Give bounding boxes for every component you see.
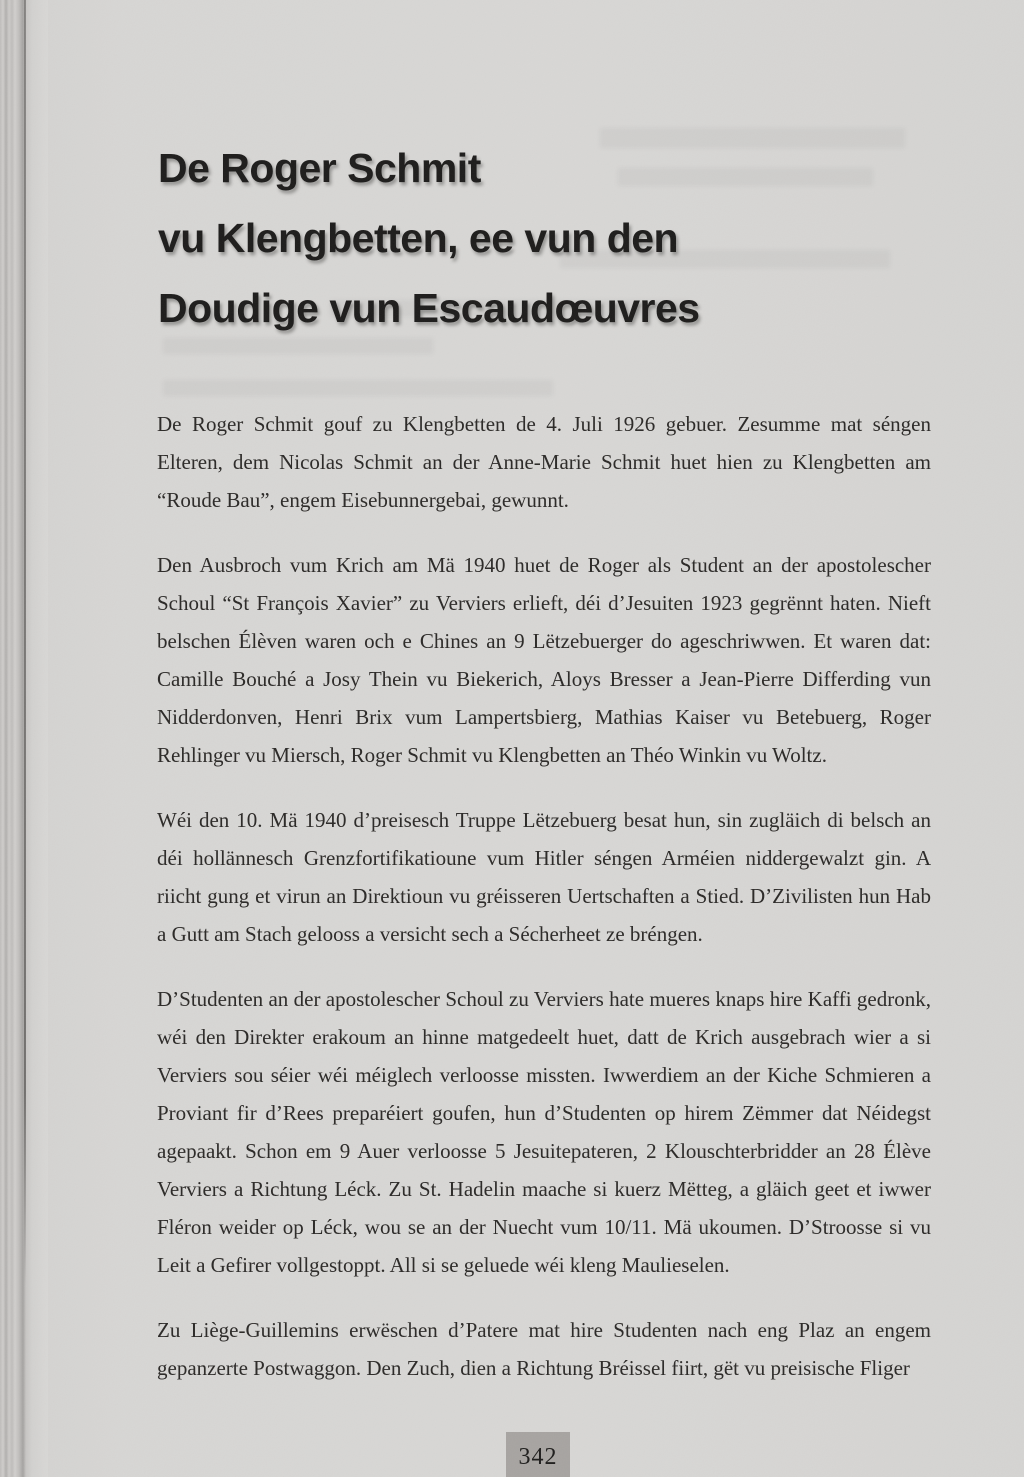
paragraph-1: De Roger Schmit gouf zu Klengbetten de 4. Juli 1926 gebuer. Zesumme mat séngen Elteren, dem Nicolas Schmit an der Anne-Marie Schmit huet hien zu Klengbetten am “Roude Bau”, engem Eisebunnergebai, gewunnt. — [157, 412, 931, 512]
body-text-block — [157, 405, 931, 1387]
paragraph-5: Zu Liège-Guillemins erwëschen d’Patere mat hire Studenten nach eng Plaz an engem gepanzerte Postwaggon. Den Zuch, dien a Richtung Bréissel fiirt, gët vu preisische Fliger — [157, 1318, 931, 1380]
page-showthrough — [163, 380, 553, 396]
paragraph-2: Den Ausbroch vum Krich am Mä 1940 huet de Roger als Student an der apostolescher Schoul “St François Xavier” zu Verviers erlieft, déi d’Jesuiten 1923 gegrënnt haten. Nieft belschen Élèven waren och e Chines an 9 Lëtzebuerger do ageschriwwen. Et waren dat: Camille Bouché a Josy Thein vu Biekerich, Aloys Bresser a Jean-Pierre Differding vun Nidderdonven, Henri Brix vum Lampertsbierg, Mathias Kaiser vu Betebuerg, Roger Rehlinger vu Miersch, Roger Schmit vu Klengbetten an Théo Winkin vu Woltz. — [157, 553, 931, 767]
binding-crease-line — [24, 0, 26, 1285]
page-number-box — [506, 1432, 570, 1477]
chapter-title — [158, 133, 700, 343]
chapter-title-line-1: De Roger Schmit — [158, 145, 481, 192]
chapter-title-line-3: Doudige vun Escaudœuvres — [158, 285, 700, 332]
chapter-title-line-2: vu Klengbetten, ee vun den — [158, 215, 679, 262]
paragraph-3: Wéi den 10. Mä 1940 d’preisesch Truppe Lëtzebuerg besat hun, sin zugläich di belsch an déi hollännesch Grenzfortifikatioune vum Hitler séngen Arméien niddergewalzt gin. A riicht gung et virun an Direktioun vu gréisseren Uertschaften a Stied. D’Zivilisten hun Hab a Gutt am Stach gelooss a versicht sech a Sécherheet ze bréngen. — [157, 808, 931, 946]
page-number: 342 — [518, 1444, 558, 1470]
paragraph-4: D’Studenten an der apostolescher Schoul zu Verviers hate mueres knaps hire Kaffi gedronk, wéi den Direkter erakoum an hinne matgedeelt huet, datt de Krich ausgebrach wier a si Verviers sou séier wéi méiglech verloosse missten. Iwwerdiem an der Kiche Schmieren a Proviant fir d’Rees preparéiert goufen, hun d’Studenten op hirem Zëmmer dat Néidegst agepaakt. Schon em 9 Auer verloosse 5 Jesuitepateren, 2 Klouschterbridder an 28 Élève Verviers a Richtung Léck. Zu St. Hadelin maache si kuerz Mëtteg, a gläich geet et iwwer Fléron weider op Léck, wou se an der Nuecht vum 10/11. Mä ukoumen. D’Stroosse si vu Leit a Gefirer vollgestoppt. All si se geluede wéi kleng Maulieselen. — [157, 987, 931, 1277]
